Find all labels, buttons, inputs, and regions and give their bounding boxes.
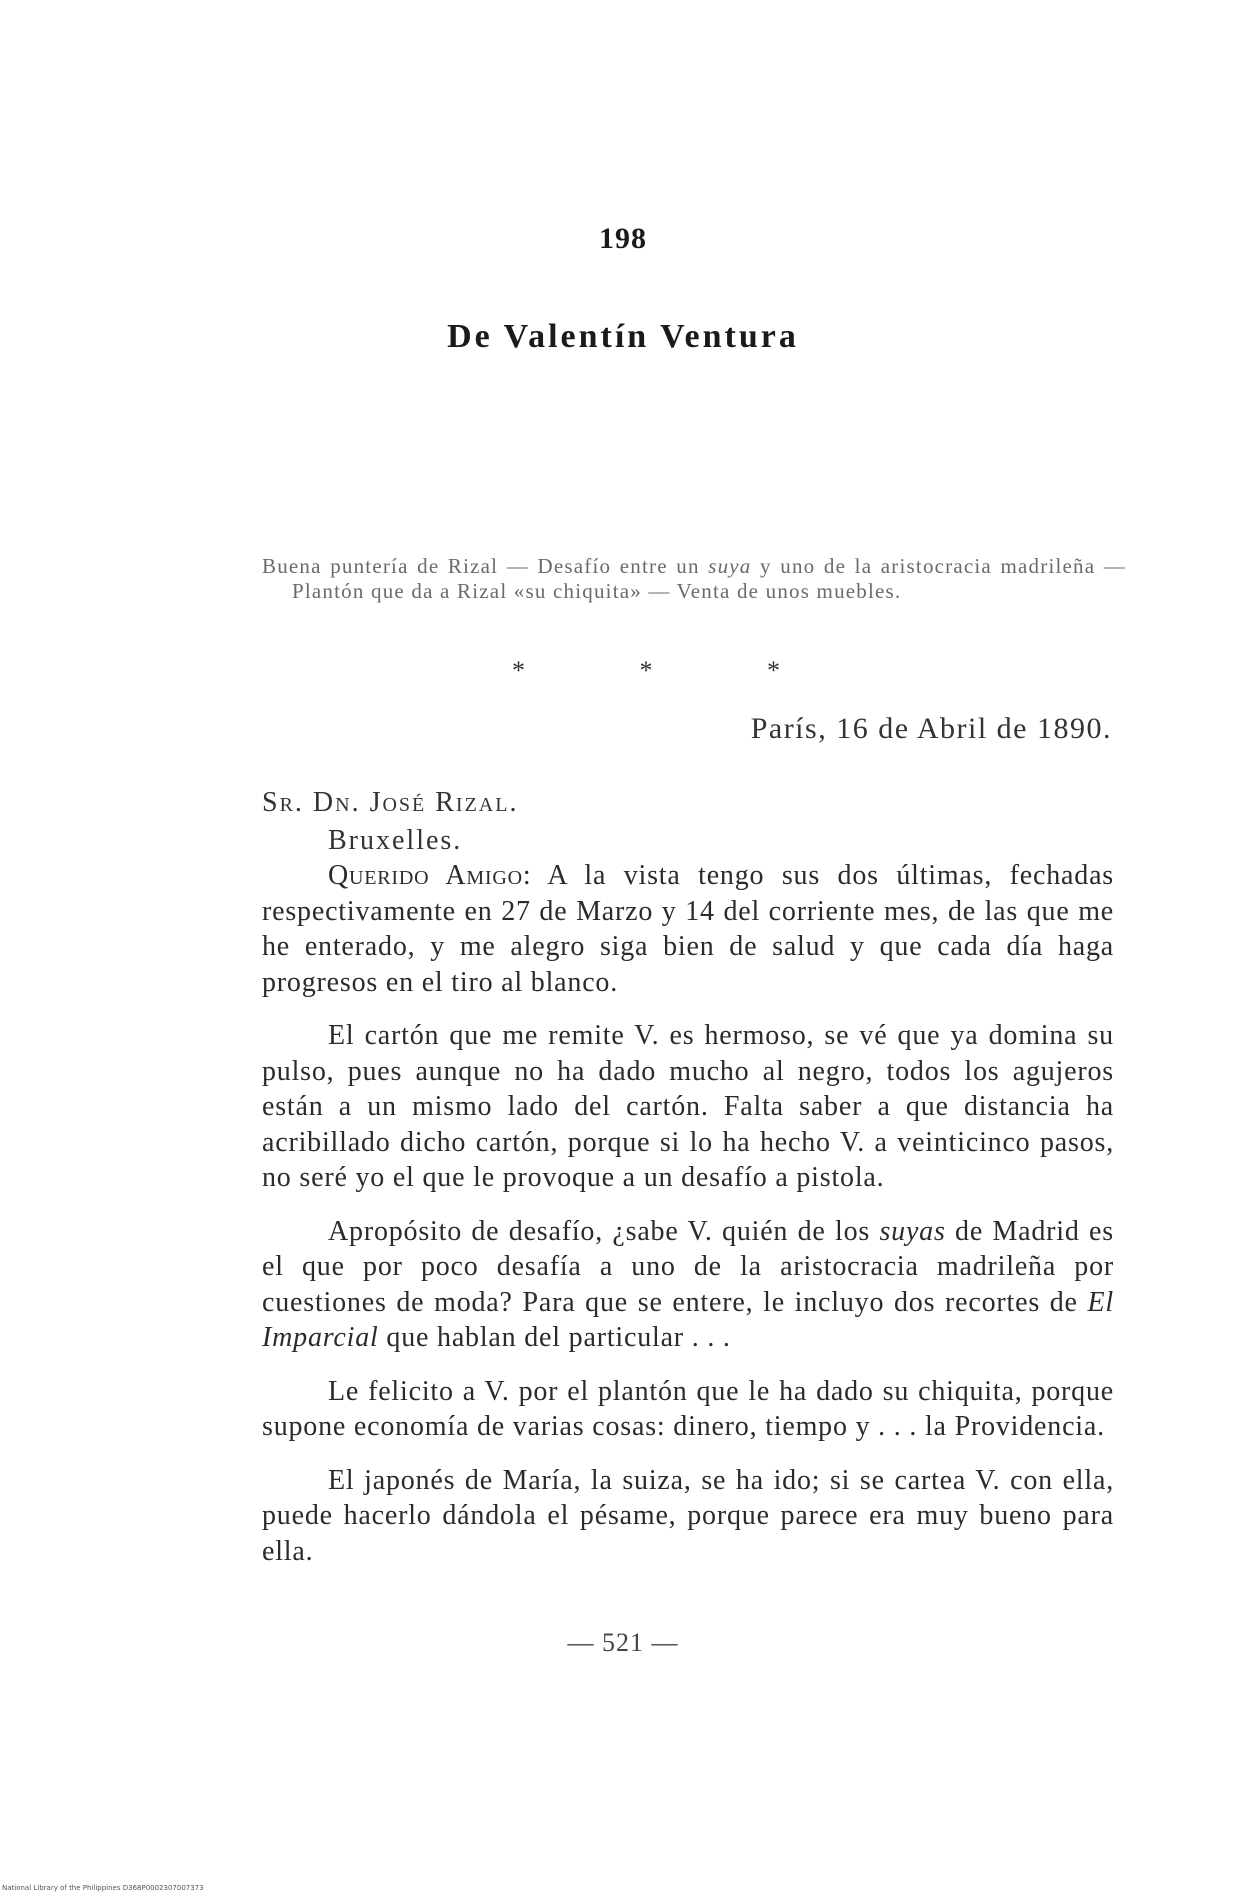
- paragraph-3-text-e: que hablan del particular . . .: [378, 1322, 731, 1353]
- paragraph-1-text: A la vista tengo sus dos últimas, fechadas respectivamente en 27 de Marzo y 14 del corriente mes, de las que me he enterado, y me alegro siga bien de salud y que cada día haga progresos en el tiro al blanco.: [262, 860, 1114, 998]
- addressee-city: Bruxelles.: [328, 825, 463, 856]
- letter-title: De Valentín Ventura: [447, 318, 799, 355]
- paragraph-2: El cartón que me remite V. es hermoso, se vé que ya domina su pulso, pues aunque no ha dado mucho al negro, todos los agujeros están a un mismo lado del cartón. Falta saber a que distancia ha acribillado dicho cartón, porque si lo ha hecho V. a veinticinco pasos, no seré yo el que le provoque a un desafío a pistola.: [262, 1020, 1114, 1193]
- paragraph-5: El japonés de María, la suiza, se ha ido; si se cartea V. con ella, puede hacerlo dándola el pésame, porque parece era muy bueno para ella.: [262, 1464, 1114, 1567]
- dateline: París, 16 de Abril de 1890.: [750, 712, 1112, 745]
- summary-text-3: y uno de la aristocracia madrileña — Plantón que da a Rizal «su chiquita» — Venta de unos muebles.: [292, 554, 1126, 603]
- footer-credit: National Library of the Philippines D368P0002307007373: [2, 1884, 204, 1892]
- paragraph-3: [262, 1214, 1114, 1356]
- newspaper-title: El Imparcial: [262, 1286, 1114, 1353]
- addressee-block: [262, 784, 518, 860]
- paragraph-3-text-c: de Madrid es el que por poco desafía a uno de la aristocracia madrileña por cuestiones de moda? Para que se entere, le incluyo dos recortes de: [262, 1215, 1114, 1318]
- summary-text-2: suya: [708, 554, 752, 578]
- letter-summary: [262, 554, 1126, 604]
- salutation: Querido Amigo:: [328, 860, 532, 891]
- section-separator: * * *: [512, 656, 834, 685]
- letter-number: 198: [599, 222, 647, 255]
- paragraph-3-text-b: suyas: [879, 1215, 946, 1247]
- addressee-name: Sr. Dn. José Rizal.: [262, 787, 519, 818]
- paragraph-1: [262, 858, 1114, 1000]
- letter-body: [262, 858, 1114, 1587]
- paragraph-3-text-a: Apropósito de desafío, ¿sabe V. quién de los: [328, 1215, 880, 1247]
- summary-text-1: Buena puntería de Rizal — Desafío entre un: [262, 554, 709, 578]
- paragraph-4: Le felicito a V. por el plantón que le ha dado su chiquita, porque supone economía de varias cosas: dinero, tiempo y . . . la Providencia.: [262, 1375, 1114, 1442]
- page-number: — 521 —: [567, 1628, 679, 1657]
